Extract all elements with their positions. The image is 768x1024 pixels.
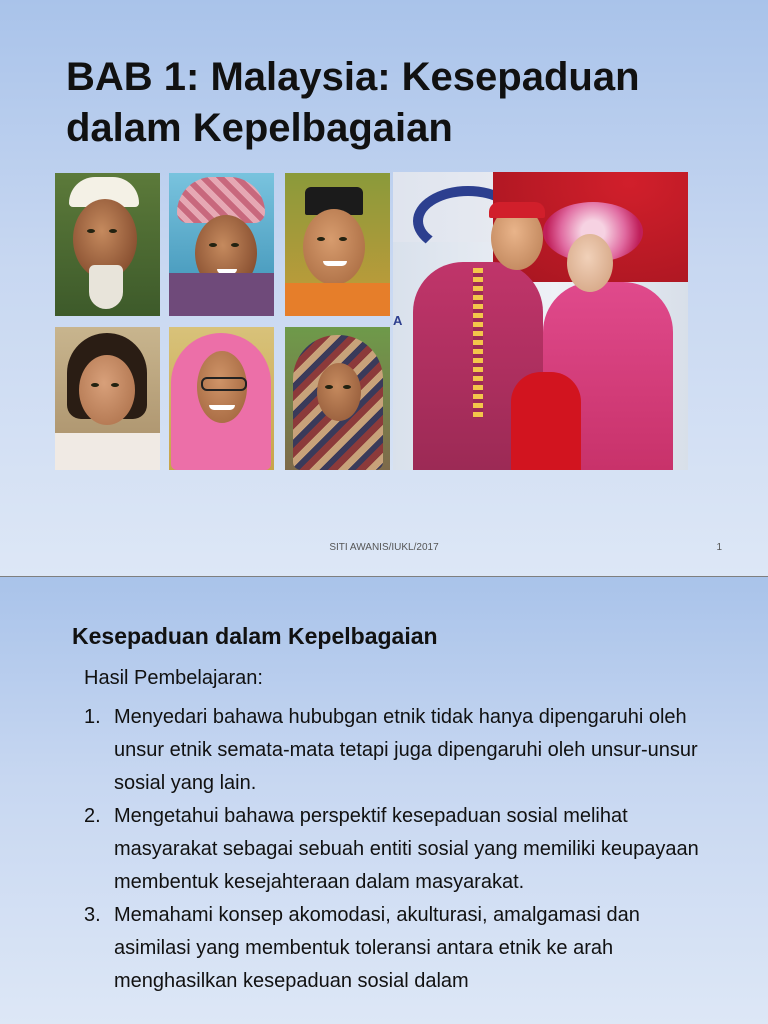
list-item (84, 701, 704, 800)
list-item-number: 3. (84, 904, 101, 926)
list-item-text: Memahami konsep akomodasi, akulturasi, amalgamasi dan asimilasi yang membentuk toleransi antara etnik ke arah menghasilkan kesepaduan sosial dalam (114, 904, 640, 992)
photo-girl (55, 327, 160, 470)
list-item-number: 2. (84, 805, 101, 827)
photo-boy-songkok (285, 173, 390, 316)
list-item-text: Mengetahui bahawa perspektif kesepaduan sosial melihat masyarakat sebagai sebuah entiti sosial yang memiliki keupayaan membentuk kesejahteraan dalam masyarakat. (114, 805, 699, 893)
photo-artifact-letter: A (393, 313, 403, 328)
footer-credit: SITI AWANIS/IUKL/2017 (329, 542, 439, 553)
list-item (84, 800, 704, 899)
photo-man-turban (169, 173, 274, 316)
list-item (84, 899, 704, 998)
slide-number: 1 (716, 542, 722, 553)
slide-title: BAB 1: Malaysia: Kesepaduan dalam Kepelbagaian (66, 55, 640, 150)
list-item-number: 1. (84, 706, 101, 728)
learning-outcomes-list (84, 701, 704, 998)
slide-2 (0, 577, 768, 1024)
photo-wedding-couple (393, 172, 688, 470)
photo-woman-pink-hijab (169, 327, 274, 470)
slide-title: Kesepaduan dalam Kepelbagaian (72, 623, 438, 649)
photo-elderly-man (55, 173, 160, 316)
learning-outcomes-heading: Hasil Pembelajaran: (84, 667, 263, 689)
photo-elderly-woman (285, 327, 390, 470)
list-item-text: Menyedari bahawa hububgan etnik tidak hanya dipengaruhi oleh unsur etnik semata-mata tetapi juga dipengaruhi oleh unsur-unsur sosial yang lain. (114, 706, 698, 794)
